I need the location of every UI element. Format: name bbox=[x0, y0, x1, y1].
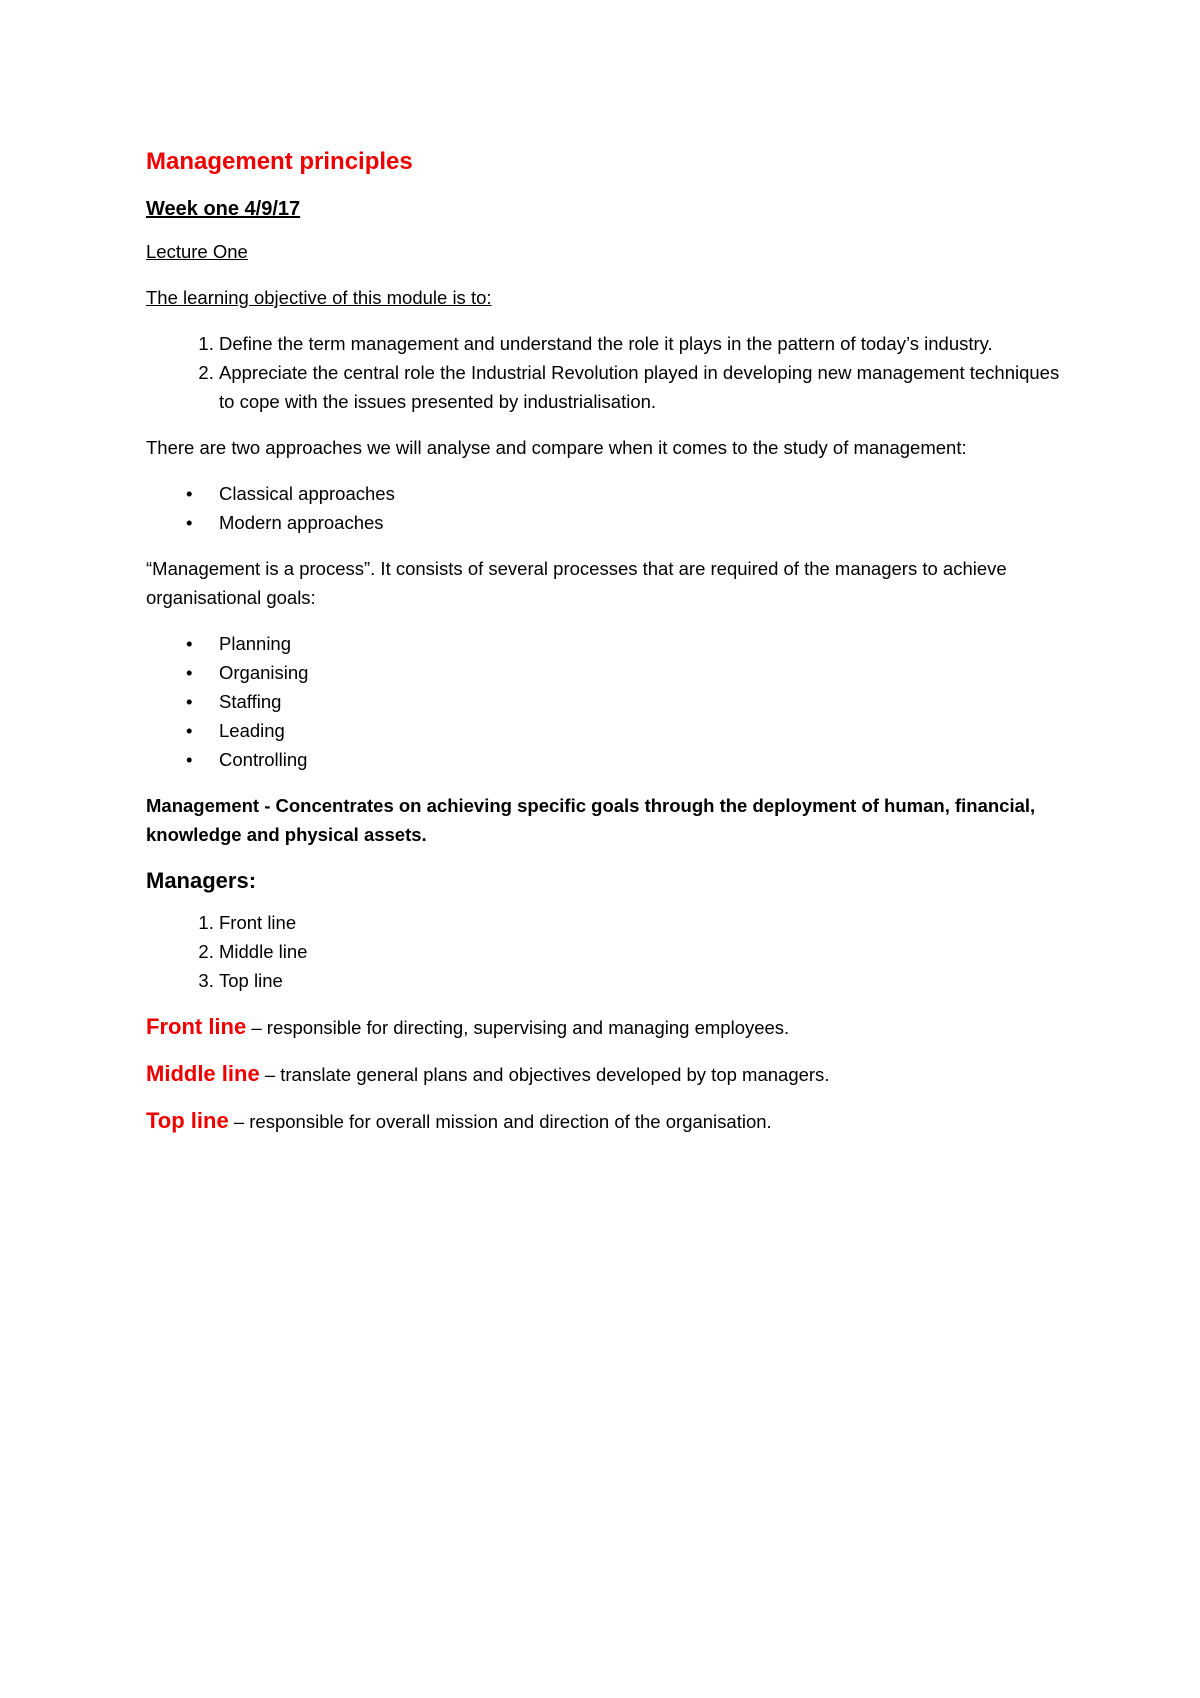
managers-heading: Managers: bbox=[146, 868, 257, 893]
list-item bbox=[186, 479, 1066, 508]
bullet-icon: • bbox=[186, 512, 193, 533]
bullet-icon: • bbox=[186, 749, 193, 770]
approaches-intro: There are two approaches we will analyse and compare when it comes to the study of management: bbox=[146, 437, 967, 458]
manager-levels-list bbox=[146, 908, 1066, 995]
list-item bbox=[186, 508, 1066, 537]
list-item bbox=[186, 687, 1066, 716]
processes-list bbox=[146, 629, 1066, 774]
process-intro: “Management is a process”. It consists of several processes that are required of the managers to achieve organisational goals: bbox=[146, 558, 1007, 608]
bullet-icon: • bbox=[186, 662, 193, 683]
process-text: Controlling bbox=[219, 749, 308, 770]
definition-text: – responsible for directing, supervising and managing employees. bbox=[246, 1017, 790, 1038]
bullet-icon: • bbox=[186, 691, 193, 712]
bullet-icon: • bbox=[186, 720, 193, 741]
approach-text: Classical approaches bbox=[219, 483, 395, 504]
list-item bbox=[186, 629, 1066, 658]
process-text: Leading bbox=[219, 720, 285, 741]
approach-text: Modern approaches bbox=[219, 512, 384, 533]
list-item bbox=[219, 937, 1066, 966]
objective-text: Appreciate the central role the Industrial Revolution played in developing new management techniques to cope with the issues presented by industrialisation. bbox=[219, 362, 1060, 412]
list-item bbox=[219, 329, 1066, 358]
document-body bbox=[146, 146, 1066, 1153]
list-item bbox=[219, 908, 1066, 937]
bullet-icon: • bbox=[186, 633, 193, 654]
objectives-list bbox=[146, 329, 1066, 416]
process-text: Staffing bbox=[219, 691, 282, 712]
process-text: Organising bbox=[219, 662, 309, 683]
definition-text: – responsible for overall mission and direction of the organisation. bbox=[228, 1111, 772, 1132]
list-item bbox=[186, 658, 1066, 687]
manager-level-text: Front line bbox=[219, 912, 297, 933]
objective-intro: The learning objective of this module is to: bbox=[146, 287, 492, 308]
process-text: Planning bbox=[219, 633, 292, 654]
lecture-heading: Lecture One bbox=[146, 241, 248, 262]
manager-level-text: Middle line bbox=[219, 941, 308, 962]
definitions-section bbox=[146, 1012, 1066, 1136]
objective-text: Define the term management and understand the role it plays in the pattern of today’s industry. bbox=[219, 333, 993, 354]
list-item bbox=[219, 358, 1066, 416]
definition-term: Front line bbox=[146, 1014, 247, 1039]
list-item bbox=[219, 966, 1066, 995]
approaches-list bbox=[146, 479, 1066, 537]
list-item bbox=[186, 745, 1066, 774]
definition-term: Middle line bbox=[146, 1061, 260, 1086]
document-title: Management principles bbox=[146, 148, 413, 175]
management-definition: Management - Concentrates on achieving specific goals through the deployment of human, financial, knowledge and physical assets. bbox=[146, 795, 1036, 845]
definition-text: – translate general plans and objectives developed by top managers. bbox=[259, 1064, 830, 1085]
manager-level-text: Top line bbox=[219, 970, 283, 991]
definition-front-line bbox=[146, 1012, 1066, 1042]
definition-term: Top line bbox=[146, 1108, 229, 1133]
bullet-icon: • bbox=[186, 483, 193, 504]
definition-top-line bbox=[146, 1106, 1066, 1136]
definition-middle-line bbox=[146, 1059, 1066, 1089]
week-heading: Week one 4/9/17 bbox=[146, 198, 301, 220]
list-item bbox=[186, 716, 1066, 745]
